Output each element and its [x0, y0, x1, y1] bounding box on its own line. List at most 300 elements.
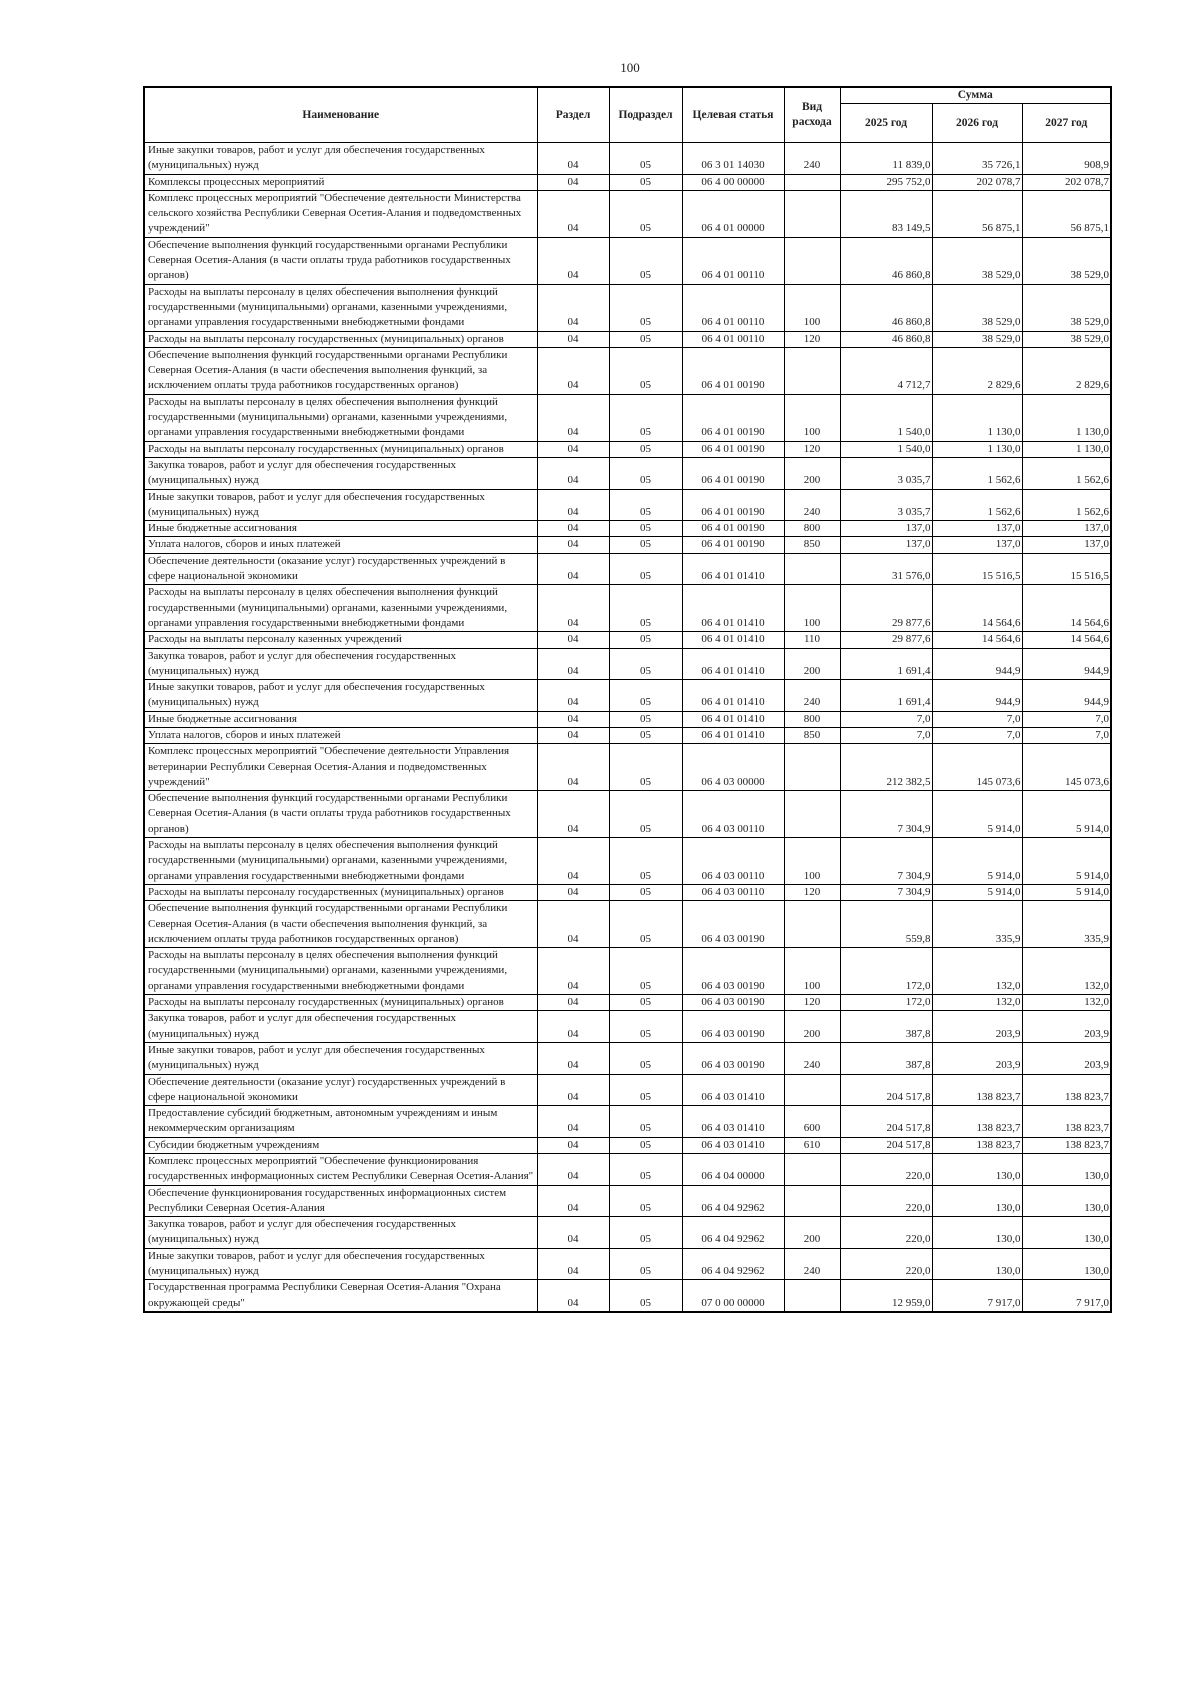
row-name: Расходы на выплаты персоналу в целях обеспечения выполнения функций государственными (муниципальными) органами, казенными учреждениями, органами управления государственными внебюджетными фондами — [144, 284, 537, 331]
table-row — [144, 457, 1111, 489]
row-podrazdel: 05 — [609, 1011, 682, 1043]
row-vid — [784, 347, 840, 394]
row-name: Закупка товаров, работ и услуг для обеспечения государственных (муниципальных) нужд — [144, 1217, 537, 1249]
header-2025: 2025 год — [840, 104, 932, 143]
row-2026: 130,0 — [932, 1154, 1022, 1186]
row-name: Комплекс процессных мероприятий "Обеспечение деятельности Управления ветеринарии Республики Северная Осетия-Алания и подведомственных учреждений" — [144, 744, 537, 791]
table-row — [144, 901, 1111, 948]
row-razdel: 04 — [537, 1137, 609, 1153]
row-2025: 387,8 — [840, 1042, 932, 1074]
row-name: Расходы на выплаты персоналу в целях обеспечения выполнения функций государственными (муниципальными) органами, казенными учреждениями, органами управления государственными внебюджетными фондами — [144, 394, 537, 441]
row-2027: 38 529,0 — [1022, 237, 1111, 284]
row-podrazdel: 05 — [609, 1074, 682, 1106]
row-2025: 7,0 — [840, 727, 932, 743]
table-row — [144, 553, 1111, 585]
table-row — [144, 680, 1111, 712]
row-article: 06 4 03 00000 — [682, 744, 784, 791]
row-2027: 5 914,0 — [1022, 838, 1111, 885]
row-article: 06 4 00 00000 — [682, 174, 784, 190]
row-2025: 11 839,0 — [840, 143, 932, 175]
row-2025: 4 712,7 — [840, 347, 932, 394]
row-2026: 145 073,6 — [932, 744, 1022, 791]
row-2026: 132,0 — [932, 948, 1022, 995]
table-row — [144, 537, 1111, 553]
row-2027: 7 917,0 — [1022, 1280, 1111, 1312]
row-vid — [784, 901, 840, 948]
table-row — [144, 143, 1111, 175]
row-2025: 220,0 — [840, 1185, 932, 1217]
row-vid: 800 — [784, 521, 840, 537]
row-2026: 1 562,6 — [932, 489, 1022, 521]
row-2026: 137,0 — [932, 537, 1022, 553]
row-podrazdel: 05 — [609, 394, 682, 441]
row-2026: 5 914,0 — [932, 884, 1022, 900]
row-vid: 100 — [784, 585, 840, 632]
header-razdel: Раздел — [537, 87, 609, 143]
header-2027: 2027 год — [1022, 104, 1111, 143]
row-2026: 203,9 — [932, 1011, 1022, 1043]
table-row — [144, 190, 1111, 237]
row-2025: 7 304,9 — [840, 884, 932, 900]
row-2026: 944,9 — [932, 680, 1022, 712]
row-2026: 203,9 — [932, 1042, 1022, 1074]
header-2026: 2026 год — [932, 104, 1022, 143]
row-2027: 138 823,7 — [1022, 1137, 1111, 1153]
row-podrazdel: 05 — [609, 237, 682, 284]
table-row — [144, 995, 1111, 1011]
row-2027: 38 529,0 — [1022, 284, 1111, 331]
row-podrazdel: 05 — [609, 1106, 682, 1138]
row-vid — [784, 1185, 840, 1217]
row-vid: 200 — [784, 1011, 840, 1043]
row-vid: 850 — [784, 727, 840, 743]
table-row — [144, 648, 1111, 680]
row-vid: 600 — [784, 1106, 840, 1138]
row-2025: 220,0 — [840, 1248, 932, 1280]
row-vid: 100 — [784, 838, 840, 885]
row-podrazdel: 05 — [609, 1280, 682, 1312]
row-2027: 202 078,7 — [1022, 174, 1111, 190]
row-name: Иные закупки товаров, работ и услуг для обеспечения государственных (муниципальных) нужд — [144, 489, 537, 521]
row-2027: 56 875,1 — [1022, 190, 1111, 237]
row-2027: 944,9 — [1022, 648, 1111, 680]
row-vid: 800 — [784, 711, 840, 727]
row-2025: 204 517,8 — [840, 1137, 932, 1153]
row-name: Обеспечение выполнения функций государственными органами Республики Северная Осетия-Алания (в части оплаты труда работников государственных органов) — [144, 791, 537, 838]
row-article: 06 3 01 14030 — [682, 143, 784, 175]
row-razdel: 04 — [537, 143, 609, 175]
table-row — [144, 711, 1111, 727]
row-podrazdel: 05 — [609, 537, 682, 553]
row-podrazdel: 05 — [609, 680, 682, 712]
row-name: Обеспечение деятельности (оказание услуг) государственных учреждений в сфере национальной экономики — [144, 1074, 537, 1106]
row-razdel: 04 — [537, 394, 609, 441]
row-podrazdel: 05 — [609, 711, 682, 727]
row-article: 06 4 01 00190 — [682, 347, 784, 394]
row-name: Иные закупки товаров, работ и услуг для обеспечения государственных (муниципальных) нужд — [144, 680, 537, 712]
row-name: Расходы на выплаты персоналу казенных учреждений — [144, 632, 537, 648]
row-razdel: 04 — [537, 1280, 609, 1312]
row-podrazdel: 05 — [609, 489, 682, 521]
row-2026: 138 823,7 — [932, 1074, 1022, 1106]
row-podrazdel: 05 — [609, 457, 682, 489]
row-2027: 5 914,0 — [1022, 791, 1111, 838]
row-2025: 559,8 — [840, 901, 932, 948]
row-article: 06 4 01 00000 — [682, 190, 784, 237]
row-article: 06 4 01 00110 — [682, 284, 784, 331]
table-row — [144, 1106, 1111, 1138]
row-2025: 172,0 — [840, 995, 932, 1011]
row-article: 06 4 01 01410 — [682, 553, 784, 585]
row-2026: 335,9 — [932, 901, 1022, 948]
table-row — [144, 1042, 1111, 1074]
row-2027: 7,0 — [1022, 727, 1111, 743]
table-row — [144, 1137, 1111, 1153]
row-2027: 2 829,6 — [1022, 347, 1111, 394]
row-2027: 1 562,6 — [1022, 457, 1111, 489]
row-2025: 1 540,0 — [840, 441, 932, 457]
row-podrazdel: 05 — [609, 441, 682, 457]
row-2026: 7,0 — [932, 727, 1022, 743]
row-2025: 29 877,6 — [840, 632, 932, 648]
row-name: Предоставление субсидий бюджетным, автономным учреждениям и иным некоммерческим организациям — [144, 1106, 537, 1138]
row-2026: 14 564,6 — [932, 585, 1022, 632]
row-2025: 7,0 — [840, 711, 932, 727]
row-vid: 120 — [784, 995, 840, 1011]
row-podrazdel: 05 — [609, 521, 682, 537]
row-name: Обеспечение функционирования государственных информационных систем Республики Северная Осетия-Алания — [144, 1185, 537, 1217]
row-razdel: 04 — [537, 1217, 609, 1249]
row-2026: 7,0 — [932, 711, 1022, 727]
row-2025: 7 304,9 — [840, 838, 932, 885]
row-razdel: 04 — [537, 284, 609, 331]
row-podrazdel: 05 — [609, 1185, 682, 1217]
row-podrazdel: 05 — [609, 1217, 682, 1249]
row-razdel: 04 — [537, 1011, 609, 1043]
row-2025: 204 517,8 — [840, 1106, 932, 1138]
header-sum: Сумма — [840, 87, 1111, 104]
table-row — [144, 521, 1111, 537]
row-2025: 3 035,7 — [840, 457, 932, 489]
row-name: Обеспечение выполнения функций государственными органами Республики Северная Осетия-Алания (в части обеспечения выполнения функций, за исключением оплаты труда работников государственных органов) — [144, 347, 537, 394]
row-2027: 15 516,5 — [1022, 553, 1111, 585]
row-name: Иные закупки товаров, работ и услуг для обеспечения государственных (муниципальных) нужд — [144, 1042, 537, 1074]
row-vid — [784, 791, 840, 838]
row-article: 06 4 01 01410 — [682, 680, 784, 712]
row-vid: 240 — [784, 143, 840, 175]
row-razdel: 04 — [537, 1042, 609, 1074]
row-article: 07 0 00 00000 — [682, 1280, 784, 1312]
row-podrazdel: 05 — [609, 995, 682, 1011]
row-vid: 120 — [784, 884, 840, 900]
row-vid — [784, 174, 840, 190]
row-razdel: 04 — [537, 1074, 609, 1106]
table-row — [144, 1011, 1111, 1043]
row-vid: 100 — [784, 948, 840, 995]
row-2027: 137,0 — [1022, 521, 1111, 537]
row-article: 06 4 01 01410 — [682, 711, 784, 727]
row-vid: 610 — [784, 1137, 840, 1153]
row-2026: 138 823,7 — [932, 1106, 1022, 1138]
row-2026: 35 726,1 — [932, 143, 1022, 175]
row-article: 06 4 01 01410 — [682, 727, 784, 743]
row-article: 06 4 04 00000 — [682, 1154, 784, 1186]
table-row — [144, 284, 1111, 331]
row-2026: 38 529,0 — [932, 284, 1022, 331]
budget-table — [143, 86, 1112, 1313]
row-podrazdel: 05 — [609, 791, 682, 838]
row-2026: 38 529,0 — [932, 331, 1022, 347]
row-podrazdel: 05 — [609, 744, 682, 791]
row-article: 06 4 03 00190 — [682, 1011, 784, 1043]
row-article: 06 4 03 00110 — [682, 838, 784, 885]
row-vid: 240 — [784, 489, 840, 521]
row-2025: 7 304,9 — [840, 791, 932, 838]
row-2026: 137,0 — [932, 521, 1022, 537]
row-2026: 56 875,1 — [932, 190, 1022, 237]
row-name: Закупка товаров, работ и услуг для обеспечения государственных (муниципальных) нужд — [144, 1011, 537, 1043]
row-2026: 1 562,6 — [932, 457, 1022, 489]
table-row — [144, 1248, 1111, 1280]
row-2025: 46 860,8 — [840, 284, 932, 331]
row-vid: 240 — [784, 680, 840, 712]
row-2025: 46 860,8 — [840, 237, 932, 284]
row-vid: 200 — [784, 1217, 840, 1249]
row-article: 06 4 04 92962 — [682, 1185, 784, 1217]
row-2026: 38 529,0 — [932, 237, 1022, 284]
row-article: 06 4 01 01410 — [682, 648, 784, 680]
header-article: Целевая статья — [682, 87, 784, 143]
row-article: 06 4 01 00190 — [682, 537, 784, 553]
row-razdel: 04 — [537, 884, 609, 900]
row-razdel: 04 — [537, 489, 609, 521]
row-2026: 5 914,0 — [932, 838, 1022, 885]
page-number: 100 — [620, 60, 640, 75]
row-article: 06 4 03 00190 — [682, 901, 784, 948]
row-article: 06 4 01 00110 — [682, 331, 784, 347]
row-2026: 1 130,0 — [932, 394, 1022, 441]
row-2027: 137,0 — [1022, 537, 1111, 553]
row-2027: 908,9 — [1022, 143, 1111, 175]
row-name: Закупка товаров, работ и услуг для обеспечения государственных (муниципальных) нужд — [144, 648, 537, 680]
row-2027: 1 562,6 — [1022, 489, 1111, 521]
row-2025: 204 517,8 — [840, 1074, 932, 1106]
table-row — [144, 1154, 1111, 1186]
row-name: Расходы на выплаты персоналу государственных (муниципальных) органов — [144, 995, 537, 1011]
row-vid: 110 — [784, 632, 840, 648]
row-article: 06 4 03 00190 — [682, 1042, 784, 1074]
row-name: Расходы на выплаты персоналу в целях обеспечения выполнения функций государственными (муниципальными) органами, казенными учреждениями, органами управления государственными внебюджетными фондами — [144, 838, 537, 885]
row-razdel: 04 — [537, 1154, 609, 1186]
row-2026: 132,0 — [932, 995, 1022, 1011]
row-article: 06 4 03 00190 — [682, 995, 784, 1011]
row-name: Субсидии бюджетным учреждениям — [144, 1137, 537, 1153]
row-2027: 132,0 — [1022, 995, 1111, 1011]
table-row — [144, 441, 1111, 457]
row-podrazdel: 05 — [609, 1137, 682, 1153]
row-name: Расходы на выплаты персоналу государственных (муниципальных) органов — [144, 441, 537, 457]
header-name: Наименование — [144, 87, 537, 143]
row-article: 06 4 03 00110 — [682, 884, 784, 900]
row-vid — [784, 553, 840, 585]
row-2027: 138 823,7 — [1022, 1074, 1111, 1106]
row-article: 06 4 04 92962 — [682, 1248, 784, 1280]
row-podrazdel: 05 — [609, 1154, 682, 1186]
row-2026: 202 078,7 — [932, 174, 1022, 190]
row-razdel: 04 — [537, 791, 609, 838]
table-row — [144, 1217, 1111, 1249]
row-article: 06 4 04 92962 — [682, 1217, 784, 1249]
row-razdel: 04 — [537, 632, 609, 648]
row-podrazdel: 05 — [609, 838, 682, 885]
table-row — [144, 585, 1111, 632]
row-vid: 120 — [784, 331, 840, 347]
row-razdel: 04 — [537, 174, 609, 190]
row-razdel: 04 — [537, 441, 609, 457]
row-name: Расходы на выплаты персоналу в целях обеспечения выполнения функций государственными (муниципальными) органами, казенными учреждениями, органами управления государственными внебюджетными фондами — [144, 585, 537, 632]
row-article: 06 4 01 01410 — [682, 585, 784, 632]
row-name: Комплекс процессных мероприятий "Обеспечение функционирования государственных информационных систем Республики Северная Осетия-Алания" — [144, 1154, 537, 1186]
row-2027: 130,0 — [1022, 1185, 1111, 1217]
row-name: Иные закупки товаров, работ и услуг для обеспечения государственных (муниципальных) нужд — [144, 143, 537, 175]
row-2026: 944,9 — [932, 648, 1022, 680]
row-2027: 14 564,6 — [1022, 632, 1111, 648]
row-name: Обеспечение деятельности (оказание услуг) государственных учреждений в сфере национальной экономики — [144, 553, 537, 585]
row-2027: 130,0 — [1022, 1217, 1111, 1249]
row-razdel: 04 — [537, 727, 609, 743]
table-row — [144, 1280, 1111, 1312]
row-vid: 850 — [784, 537, 840, 553]
row-2025: 172,0 — [840, 948, 932, 995]
row-2025: 46 860,8 — [840, 331, 932, 347]
table-row — [144, 1185, 1111, 1217]
row-vid: 200 — [784, 648, 840, 680]
table-row — [144, 948, 1111, 995]
row-vid — [784, 237, 840, 284]
row-podrazdel: 05 — [609, 1248, 682, 1280]
row-name: Расходы на выплаты персоналу государственных (муниципальных) органов — [144, 331, 537, 347]
row-vid — [784, 1154, 840, 1186]
row-2025: 387,8 — [840, 1011, 932, 1043]
row-vid: 100 — [784, 284, 840, 331]
table-row — [144, 1074, 1111, 1106]
table-row — [144, 174, 1111, 190]
row-name: Комплекс процессных мероприятий "Обеспечение деятельности Министерства сельского хозяйства Республики Северная Осетия-Алания и подведомственных учреждений" — [144, 190, 537, 237]
row-name: Комплексы процессных мероприятий — [144, 174, 537, 190]
row-2026: 5 914,0 — [932, 791, 1022, 838]
row-name: Закупка товаров, работ и услуг для обеспечения государственных (муниципальных) нужд — [144, 457, 537, 489]
row-2027: 944,9 — [1022, 680, 1111, 712]
row-podrazdel: 05 — [609, 174, 682, 190]
row-podrazdel: 05 — [609, 585, 682, 632]
row-2025: 295 752,0 — [840, 174, 932, 190]
row-podrazdel: 05 — [609, 553, 682, 585]
row-2025: 3 035,7 — [840, 489, 932, 521]
row-name: Уплата налогов, сборов и иных платежей — [144, 537, 537, 553]
row-article: 06 4 01 00190 — [682, 441, 784, 457]
row-razdel: 04 — [537, 585, 609, 632]
row-2026: 15 516,5 — [932, 553, 1022, 585]
row-razdel: 04 — [537, 1185, 609, 1217]
row-2025: 212 382,5 — [840, 744, 932, 791]
row-podrazdel: 05 — [609, 347, 682, 394]
table-row — [144, 331, 1111, 347]
row-podrazdel: 05 — [609, 1042, 682, 1074]
row-2027: 1 130,0 — [1022, 394, 1111, 441]
row-2025: 1 691,4 — [840, 680, 932, 712]
row-article: 06 4 01 00190 — [682, 489, 784, 521]
row-razdel: 04 — [537, 553, 609, 585]
table-row — [144, 394, 1111, 441]
row-2026: 2 829,6 — [932, 347, 1022, 394]
row-2027: 203,9 — [1022, 1011, 1111, 1043]
row-razdel: 04 — [537, 838, 609, 885]
row-article: 06 4 03 01410 — [682, 1137, 784, 1153]
row-razdel: 04 — [537, 1106, 609, 1138]
row-podrazdel: 05 — [609, 143, 682, 175]
table-header — [144, 87, 1111, 143]
row-2027: 335,9 — [1022, 901, 1111, 948]
row-name: Уплата налогов, сборов и иных платежей — [144, 727, 537, 743]
row-vid — [784, 190, 840, 237]
row-name: Обеспечение выполнения функций государственными органами Республики Северная Осетия-Алания (в части оплаты труда работников государственных органов) — [144, 237, 537, 284]
row-2026: 14 564,6 — [932, 632, 1022, 648]
row-2027: 38 529,0 — [1022, 331, 1111, 347]
row-razdel: 04 — [537, 1248, 609, 1280]
row-article: 06 4 03 00110 — [682, 791, 784, 838]
table-row — [144, 632, 1111, 648]
row-razdel: 04 — [537, 648, 609, 680]
row-vid — [784, 1074, 840, 1106]
row-razdel: 04 — [537, 331, 609, 347]
row-vid: 100 — [784, 394, 840, 441]
row-vid: 120 — [784, 441, 840, 457]
header-vid: Вид расхода — [784, 87, 840, 143]
row-2027: 130,0 — [1022, 1154, 1111, 1186]
row-2026: 130,0 — [932, 1248, 1022, 1280]
row-2027: 1 130,0 — [1022, 441, 1111, 457]
row-vid — [784, 1280, 840, 1312]
row-name: Обеспечение выполнения функций государственными органами Республики Северная Осетия-Алания (в части обеспечения выполнения функций, за исключением оплаты труда работников государственных органов) — [144, 901, 537, 948]
row-podrazdel: 05 — [609, 727, 682, 743]
table-row — [144, 237, 1111, 284]
row-2027: 145 073,6 — [1022, 744, 1111, 791]
row-2027: 130,0 — [1022, 1248, 1111, 1280]
row-2026: 7 917,0 — [932, 1280, 1022, 1312]
row-podrazdel: 05 — [609, 190, 682, 237]
table-row — [144, 744, 1111, 791]
row-2027: 14 564,6 — [1022, 585, 1111, 632]
row-article: 06 4 01 00190 — [682, 521, 784, 537]
row-2026: 1 130,0 — [932, 441, 1022, 457]
row-razdel: 04 — [537, 744, 609, 791]
row-podrazdel: 05 — [609, 284, 682, 331]
row-name: Расходы на выплаты персоналу государственных (муниципальных) органов — [144, 884, 537, 900]
row-2025: 12 959,0 — [840, 1280, 932, 1312]
row-razdel: 04 — [537, 521, 609, 537]
row-razdel: 04 — [537, 190, 609, 237]
row-name: Иные бюджетные ассигнования — [144, 521, 537, 537]
row-2025: 29 877,6 — [840, 585, 932, 632]
table-row — [144, 884, 1111, 900]
row-podrazdel: 05 — [609, 884, 682, 900]
row-article: 06 4 01 00190 — [682, 457, 784, 489]
row-2025: 1 691,4 — [840, 648, 932, 680]
row-2027: 7,0 — [1022, 711, 1111, 727]
row-article: 06 4 01 01410 — [682, 632, 784, 648]
table-row — [144, 791, 1111, 838]
row-razdel: 04 — [537, 901, 609, 948]
